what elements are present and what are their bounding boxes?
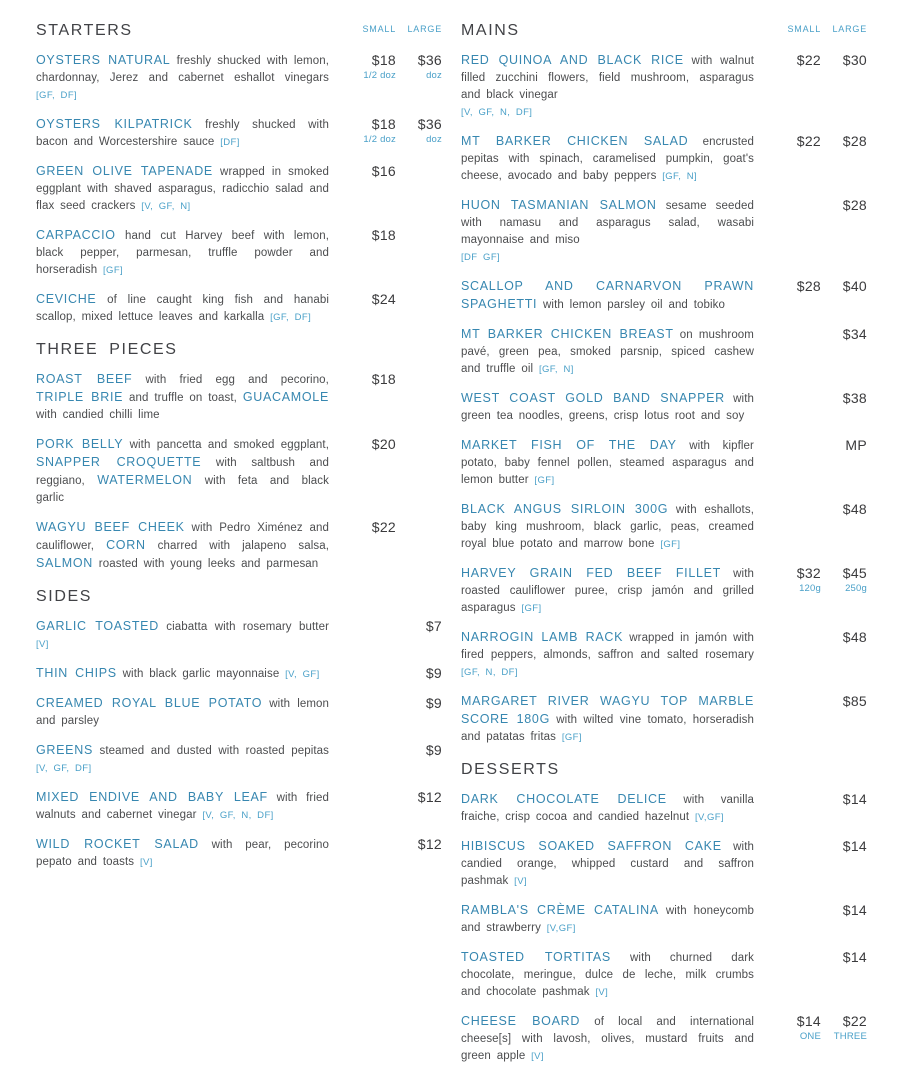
price-column-large — [396, 371, 442, 424]
menu-item — [461, 133, 867, 185]
dish-name: MT BARKER CHICKEN SALAD — [461, 134, 689, 148]
dietary-tag: [V] — [514, 876, 527, 887]
section-title: MAINS — [461, 22, 520, 39]
dietary-tag: [V,GF] — [546, 923, 576, 934]
price-column-small — [764, 278, 821, 314]
menu-item — [461, 326, 867, 378]
price-column-small — [764, 1013, 821, 1065]
price-column-small — [339, 116, 396, 151]
dish-text — [461, 133, 764, 185]
dish-description: with lemon and parsley — [36, 698, 330, 727]
dish-name: THIN CHIPS — [36, 666, 117, 680]
price-large: $38 — [842, 390, 867, 406]
dish-text — [461, 693, 764, 746]
dish-name: CARPACCIO — [36, 228, 116, 242]
menu-item — [36, 789, 442, 824]
dish-name: WEST COAST GOLD BAND SNAPPER — [461, 391, 725, 405]
price-col-header-large: LARGE — [407, 24, 442, 34]
price-small: $14 — [796, 1013, 821, 1029]
dish-description: sesame seeded with namasu and asparagus salad, wasabi mayonnaise and miso — [461, 200, 754, 246]
price-large-sublabel: THREE — [833, 1031, 867, 1042]
dish-description: steamed and dusted with roasted pepitas — [93, 745, 329, 757]
price-column-large — [396, 163, 442, 215]
dish-description: encrusted pepitas with spinach, caramelised pumpkin, goat's cheese, avocado and baby peppers — [461, 136, 754, 182]
menu-item — [36, 695, 442, 730]
dish-name: CREAMED ROYAL BLUE POTATO — [36, 696, 263, 710]
section-header — [36, 22, 442, 40]
price-small: $22 — [371, 519, 396, 535]
dish-name: OYSTERS NATURAL — [36, 53, 171, 67]
price-column-large — [396, 742, 442, 777]
dish-name: PORK BELLY — [36, 437, 124, 451]
dish-text — [36, 227, 339, 279]
dish-name: MIXED ENDIVE AND BABY LEAF — [36, 790, 268, 804]
price-column-small — [339, 695, 396, 730]
dish-text — [36, 436, 339, 507]
section-title: THREE PIECES — [36, 341, 178, 358]
dish-name: OYSTERS KILPATRICK — [36, 117, 193, 131]
menu-item — [36, 665, 442, 683]
menu-item — [36, 519, 442, 573]
price-column-headers — [339, 22, 442, 34]
menu-section — [461, 22, 867, 746]
dish-description: freshly shucked with lemon, chardonnay, Jerez and cabernet eshallot vinegars — [36, 55, 329, 84]
dish-text — [36, 742, 339, 777]
dietary-tag: [V] — [139, 857, 153, 868]
menu-item — [461, 902, 867, 937]
price-large: $7 — [425, 618, 442, 634]
dish-description: freshly shucked with bacon and Worcestershire sauce — [36, 119, 330, 148]
dish-description: of line caught king fish and hanabi scallop, mixed lettuce leaves and karkalla — [36, 294, 329, 323]
price-column-large — [821, 629, 867, 681]
dietary-tag: [GF, DF] — [36, 90, 78, 101]
menu-item — [461, 501, 867, 553]
price-column-small — [339, 371, 396, 424]
dish-text — [461, 326, 764, 378]
menu-item — [461, 949, 867, 1001]
dish-name: GREENS — [36, 743, 93, 757]
price-column-small — [339, 291, 396, 326]
section-header — [36, 341, 442, 359]
menu-item — [461, 693, 867, 746]
price-column-large — [396, 436, 442, 507]
dish-name: ROAST BEEF — [36, 372, 133, 386]
price-large: $40 — [842, 278, 867, 294]
dietary-tag: [GF, DF] — [270, 312, 312, 323]
dish-text — [36, 836, 339, 871]
price-column-small — [764, 629, 821, 681]
menu-item — [36, 836, 442, 871]
price-column-small — [339, 163, 396, 215]
dish-text — [36, 371, 339, 424]
price-large: $28 — [842, 197, 867, 213]
price-column-small — [764, 501, 821, 553]
dish-text — [461, 52, 764, 121]
menu-column-left — [36, 22, 442, 1065]
price-col-header-small: SMALL — [787, 24, 821, 34]
price-column-small — [339, 836, 396, 871]
price-column-large — [396, 618, 442, 653]
price-column-large — [821, 791, 867, 826]
price-large: $28 — [842, 133, 867, 149]
dish-text — [36, 163, 339, 215]
dish-description: on mushroom pavé, green pea, smoked parsnip, spiced cashew and truffle oil — [461, 329, 754, 375]
dish-name: BLACK ANGUS SIRLOIN 300G — [461, 502, 669, 516]
dish-description: with pancetta and smoked eggplant, — [123, 439, 329, 451]
dietary-tag: [GF] — [660, 539, 681, 550]
price-column-large — [396, 519, 442, 573]
price-column-large — [821, 133, 867, 185]
dish-description: charred with jalapeno salsa, — [145, 540, 329, 552]
dish-name: MT BARKER CHICKEN BREAST — [461, 327, 674, 341]
dish-text — [461, 838, 764, 890]
dish-name: HARVEY GRAIN FED BEEF FILLET — [461, 566, 722, 580]
dish-description: with saltbush and reggiano, — [36, 457, 330, 487]
price-large: $30 — [842, 52, 867, 68]
price-column-small — [764, 197, 821, 266]
menu-item — [36, 436, 442, 507]
price-large: MP — [845, 437, 867, 453]
dish-text — [461, 565, 764, 617]
dish-description: ciabatta with rosemary butter — [158, 621, 329, 633]
dish-description: with lemon parsley oil and tobiko — [537, 299, 726, 311]
dish-text — [461, 791, 764, 826]
dish-name: SNAPPER CROQUETTE — [36, 455, 202, 469]
dish-text — [36, 618, 339, 653]
menu-section — [461, 761, 867, 1065]
dietary-tag: [V] — [36, 639, 49, 650]
dish-text — [461, 278, 764, 314]
menu-item — [461, 565, 867, 617]
price-small-sublabel: ONE — [799, 1031, 821, 1042]
price-column-small — [764, 326, 821, 378]
dish-description: with kipfler potato, baby fennel pollen, steamed asparagus and lemon butter — [461, 440, 754, 486]
menu-item — [461, 278, 867, 314]
dish-name: WAGYU BEEF CHEEK — [36, 520, 185, 534]
dish-text — [461, 197, 764, 266]
dish-description: with eshallots, baby king mushroom, black garlic, peas, creamed royal blue potato and marrow bone — [461, 504, 754, 550]
price-small-sublabel: 1/2 doz — [363, 134, 396, 145]
dish-name: GUACAMOLE — [242, 390, 329, 404]
section-title: STARTERS — [36, 22, 133, 39]
menu-item — [36, 116, 442, 151]
dietary-tag: [V, GF, N] — [141, 201, 191, 212]
dish-text — [36, 291, 339, 326]
dish-description: with vanilla fraiche, crisp cocoa and candied hazelnut — [461, 794, 755, 823]
price-large: $14 — [842, 902, 867, 918]
dish-name: NARROGIN LAMB RACK — [461, 630, 624, 644]
price-column-small — [764, 437, 821, 489]
price-column-headers — [764, 22, 867, 34]
price-column-large — [821, 326, 867, 378]
menu-item — [461, 390, 867, 425]
price-column-small — [764, 791, 821, 826]
dietary-tag: [GF, N] — [538, 364, 574, 375]
dish-text — [36, 52, 339, 104]
price-column-small — [339, 436, 396, 507]
dish-description: with Pedro Ximénez and cauliflower, — [36, 522, 329, 552]
dish-name: DARK CHOCOLATE DELICE — [461, 792, 667, 806]
price-column-small — [764, 902, 821, 937]
dish-text — [36, 665, 339, 683]
section-title: SIDES — [36, 588, 93, 605]
dish-description: wrapped in jamón with fired peppers, almonds, saffron and salted rosemary — [461, 632, 754, 661]
price-column-small — [764, 133, 821, 185]
menu-item — [461, 1013, 867, 1065]
dish-description: with churned dark chocolate, meringue, dulce de leche, milk crumbs and chocolate pashmak — [461, 952, 755, 998]
price-col-header-large: LARGE — [832, 24, 867, 34]
dish-text — [461, 629, 764, 681]
price-large: $12 — [417, 789, 442, 805]
menu-section — [36, 341, 442, 573]
price-small: $22 — [796, 133, 821, 149]
dish-description: and truffle on toast, — [123, 392, 243, 404]
menu-item — [36, 163, 442, 215]
dish-description: with fried walnuts and cabernet vinegar — [36, 792, 329, 821]
price-small: $18 — [371, 52, 396, 68]
menu-column-right — [461, 22, 867, 1065]
menu-item — [461, 629, 867, 681]
price-column-large — [821, 278, 867, 314]
price-column-large — [396, 291, 442, 326]
dietary-tag: [V, GF, N, DF] — [461, 107, 533, 118]
price-large: $85 — [842, 693, 867, 709]
price-large-sublabel: doz — [426, 134, 442, 145]
dietary-tag: [GF] — [521, 603, 542, 614]
dish-text — [461, 501, 764, 553]
dish-name: CEVICHE — [36, 292, 97, 306]
menu-item — [461, 437, 867, 489]
dish-description: with black garlic mayonnaise — [116, 668, 286, 680]
price-column-small — [339, 519, 396, 573]
menu-item — [36, 618, 442, 653]
menu-item — [36, 742, 442, 777]
menu-item — [461, 838, 867, 890]
dish-name: SCALLOP AND CARNARVON PRAWN SPAGHETTI — [461, 279, 754, 311]
dietary-tag: [V,GF] — [695, 812, 724, 823]
dish-name: HUON TASMANIAN SALMON — [461, 198, 657, 212]
price-column-small — [339, 665, 396, 683]
price-small: $28 — [796, 278, 821, 294]
price-small: $18 — [371, 227, 396, 243]
dish-name: WILD ROCKET SALAD — [36, 837, 199, 851]
dietary-tag: [DF GF] — [461, 252, 501, 263]
dish-name: GARLIC TOASTED — [36, 619, 159, 633]
price-column-large — [821, 565, 867, 617]
section-header — [461, 761, 867, 779]
price-large: $12 — [417, 836, 442, 852]
price-column-large — [821, 949, 867, 1001]
price-large: $34 — [842, 326, 867, 342]
price-large: $36 — [417, 52, 442, 68]
dish-name: SALMON — [36, 556, 93, 570]
dietary-tag: [GF, N, DF] — [461, 667, 518, 678]
dish-name: HIBISCUS SOAKED SAFFRON CAKE — [461, 839, 722, 853]
dish-text — [36, 695, 339, 730]
price-large: $45 — [842, 565, 867, 581]
dish-text — [36, 519, 339, 573]
dietary-tag: [GF, N] — [662, 171, 698, 182]
price-column-small — [764, 949, 821, 1001]
menu-item — [36, 291, 442, 326]
menu-section — [36, 588, 442, 871]
dish-description: roasted with young leeks and parmesan — [93, 558, 319, 570]
price-small: $20 — [371, 436, 396, 452]
dietary-tag: [V, GF] — [285, 669, 320, 680]
price-column-large — [396, 227, 442, 279]
price-column-large — [821, 693, 867, 746]
price-large-sublabel: 250g — [845, 583, 867, 594]
price-large: $14 — [842, 791, 867, 807]
price-large: $22 — [842, 1013, 867, 1029]
dish-name: RED QUINOA AND BLACK RICE — [461, 53, 684, 67]
price-column-small — [764, 693, 821, 746]
price-large: $9 — [425, 742, 442, 758]
dish-description: with wilted vine tomato, horseradish and patatas fritas — [461, 714, 754, 743]
price-column-small — [339, 227, 396, 279]
dish-text — [461, 1013, 764, 1065]
dietary-tag: [GF] — [102, 265, 124, 276]
dietary-tag: [V] — [595, 987, 609, 998]
section-header — [461, 22, 867, 40]
price-column-large — [396, 789, 442, 824]
price-small: $18 — [371, 116, 396, 132]
price-large: $14 — [842, 838, 867, 854]
dietary-tag: [V] — [531, 1051, 544, 1062]
dish-description: with pear, pecorino pepato and toasts — [36, 839, 329, 868]
price-column-small — [764, 565, 821, 617]
price-column-large — [821, 390, 867, 425]
dish-text — [461, 902, 764, 937]
price-small: $16 — [371, 163, 396, 179]
price-small: $22 — [796, 52, 821, 68]
price-column-small — [339, 618, 396, 653]
price-column-small — [764, 52, 821, 121]
menu-item — [461, 791, 867, 826]
dish-name: MARKET FISH OF THE DAY — [461, 438, 677, 452]
price-small: $24 — [371, 291, 396, 307]
menu-item — [36, 52, 442, 104]
dish-name: CORN — [106, 538, 146, 552]
price-large: $48 — [842, 501, 867, 517]
price-col-header-small: SMALL — [362, 24, 396, 34]
dish-name: CHEESE BOARD — [461, 1014, 581, 1028]
price-column-large — [396, 116, 442, 151]
price-large: $9 — [425, 665, 442, 681]
price-column-large — [821, 437, 867, 489]
dietary-tag: [V, GF, DF] — [36, 763, 92, 774]
dish-description: of local and international cheese[s] with lavosh, olives, mustard fruits and green apple — [461, 1016, 754, 1062]
price-column-large — [396, 695, 442, 730]
dish-text — [36, 116, 339, 151]
price-column-small — [764, 838, 821, 890]
dietary-tag: [DF] — [220, 137, 240, 148]
price-column-small — [339, 789, 396, 824]
price-column-large — [396, 665, 442, 683]
price-column-large — [821, 902, 867, 937]
dish-name: MARGARET RIVER WAGYU TOP MARBLE SCORE 180G — [461, 694, 754, 726]
price-small: $32 — [796, 565, 821, 581]
price-column-large — [821, 838, 867, 890]
price-column-large — [396, 52, 442, 104]
dietary-tag: [GF] — [534, 475, 555, 486]
price-column-small — [339, 52, 396, 104]
dish-description: with fried egg and pecorino, — [132, 374, 329, 386]
menu-item — [461, 197, 867, 266]
menu-item — [36, 371, 442, 424]
price-column-large — [396, 836, 442, 871]
menu-section — [36, 22, 442, 326]
dish-description: with green tea noodles, greens, crisp lotus root and soy — [461, 393, 754, 422]
dish-description: with feta and black garlic — [36, 475, 329, 504]
price-column-large — [821, 197, 867, 266]
dish-name: TOASTED TORTITAS — [461, 950, 611, 964]
dish-description: hand cut Harvey beef with lemon, black pepper, parmesan, truffle powder and horseradish — [36, 230, 329, 276]
price-large-sublabel: doz — [426, 70, 442, 81]
price-small-sublabel: 120g — [799, 583, 821, 594]
price-column-large — [821, 52, 867, 121]
dish-description: wrapped in smoked eggplant with shaved asparagus, radicchio salad and flax seed crackers — [36, 166, 329, 212]
dish-text — [461, 390, 764, 425]
dish-description: with candied chilli lime — [36, 409, 160, 421]
price-small-sublabel: 1/2 doz — [363, 70, 396, 81]
dish-description: with candied orange, whipped custard and saffron pashmak — [461, 841, 755, 887]
menu-item — [461, 52, 867, 121]
price-small: $18 — [371, 371, 396, 387]
section-title: DESSERTS — [461, 761, 560, 778]
dish-name: WATERMELON — [97, 473, 193, 487]
price-large: $9 — [425, 695, 442, 711]
price-large: $36 — [417, 116, 442, 132]
price-column-large — [821, 1013, 867, 1065]
section-header — [36, 588, 442, 606]
dish-name: GREEN OLIVE TAPENADE — [36, 164, 213, 178]
dish-text — [461, 949, 764, 1001]
price-large: $48 — [842, 629, 867, 645]
dish-text — [461, 437, 764, 489]
dish-description: with roasted cauliflower puree, crisp jamón and grilled asparagus — [461, 568, 754, 614]
menu-item — [36, 227, 442, 279]
dish-description: with honeycomb and strawberry — [461, 905, 755, 934]
dietary-tag: [GF] — [561, 732, 582, 743]
price-column-small — [339, 742, 396, 777]
dish-description: with walnut filled zucchini flowers, field mushroom, asparagus and black vinegar — [461, 55, 754, 101]
price-large: $14 — [842, 949, 867, 965]
price-column-small — [764, 390, 821, 425]
dietary-tag: [V, GF, N, DF] — [202, 810, 274, 821]
price-column-large — [821, 501, 867, 553]
dish-text — [36, 789, 339, 824]
dish-name: TRIPLE BRIE — [36, 390, 124, 404]
dish-name: RAMBLA'S CRÈME CATALINA — [461, 903, 659, 917]
